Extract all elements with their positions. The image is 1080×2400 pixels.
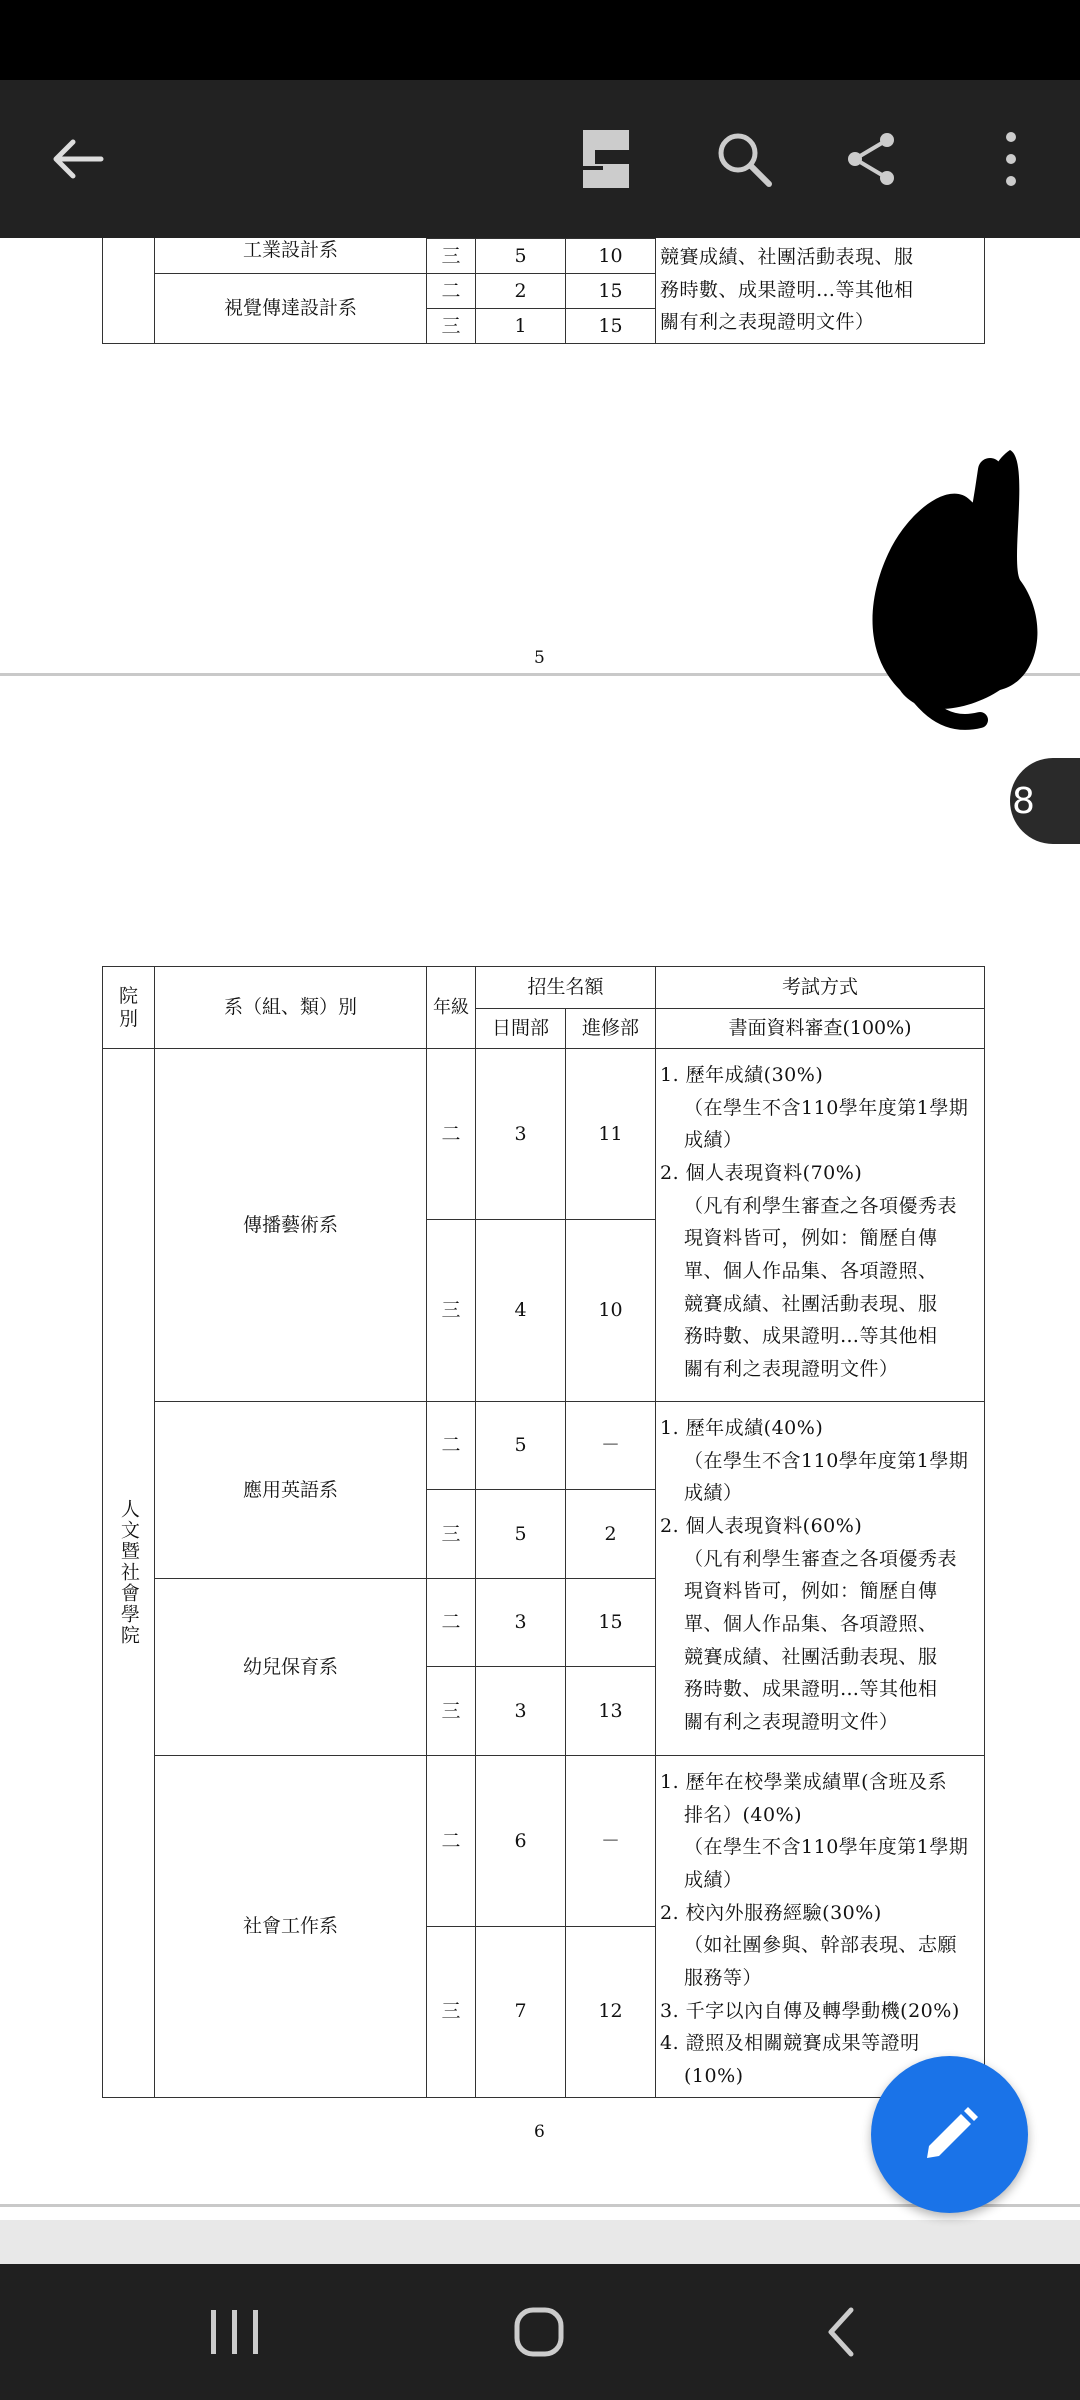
dept-cell: 工業設計系 <box>155 238 427 274</box>
header-night: 進修部 <box>566 1009 656 1049</box>
college-cell <box>103 238 155 344</box>
dept-cell: 社會工作系 <box>155 1756 427 2098</box>
college-cell: 人文暨社會學院 <box>103 1049 155 2098</box>
page-6 <box>0 676 1080 2176</box>
redaction-scribble <box>860 440 1060 740</box>
page5-table: 工業設計系 競賽成績、社團活動表現、服 務時數、成果證明…等其他相 關有利之表現證明文件） 三 5 10 視覺傳達設計系 二 2 15 三 1 15 <box>102 238 985 344</box>
search-icon[interactable] <box>705 120 783 198</box>
share-icon[interactable] <box>833 120 911 198</box>
status-bar <box>0 0 1080 80</box>
exam-criteria-cell: 競賽成績、社團活動表現、服 務時數、成果證明…等其他相 關有利之表現證明文件） <box>656 238 985 344</box>
nav-back-icon[interactable] <box>796 2292 886 2372</box>
edit-pencil-icon <box>917 2102 983 2168</box>
more-vert-icon[interactable] <box>972 120 1050 198</box>
system-navbar <box>0 2264 1080 2400</box>
header-dept: 系（組、類）別 <box>155 967 427 1049</box>
page-number: 5 <box>534 648 545 668</box>
dept-cell: 傳播藝術系 <box>155 1049 427 1402</box>
exam-criteria-cell: 1. 歷年成績(30%) （在學生不含110學年度第1學期 成績） 2. 個人表現資料(70%) （凡有利學生審查之各項優秀表 現資料皆可，例如：簡歷自傳 單、個人作品集、各項證照、 競賽成績、社團活動表現、服 務時數、成果證明…等其他相 關有利之表現證明文件） <box>656 1049 985 1402</box>
recents-icon[interactable] <box>190 2292 280 2372</box>
top-toolbar <box>0 80 1080 238</box>
page-number: 6 <box>534 2122 545 2142</box>
page-view-icon[interactable] <box>567 120 645 198</box>
header-quota: 招生名額 <box>476 967 656 1009</box>
exam-criteria-cell: 1. 歷年成績(40%) （在學生不含110學年度第1學期 成績） 2. 個人表現資料(60%) （凡有利學生審查之各項優秀表 現資料皆可，例如：簡歷自傳 單、個人作品集、各項證照、 競賽成績、社團活動表現、服 務時數、成果證明…等其他相 關有利之表現證明文件） <box>656 1402 985 1756</box>
dept-cell: 幼兒保育系 <box>155 1579 427 1756</box>
header-exam: 考試方式 <box>656 967 985 1009</box>
header-grade: 年級 <box>427 967 476 1049</box>
exam-criteria-cell: 1. 歷年在校學業成績單(含班及系 排名）(40%) （在學生不含110學年度第1學期 成績） 2. 校內外服務經驗(30%) （如社團參與、幹部表現、志願 服務等） 3. 千字以內自傳及轉學動機(20%) 4. 證照及相關競賽成果等證明 (10%) <box>656 1756 985 2098</box>
dept-cell: 應用英語系 <box>155 1402 427 1579</box>
header-review: 書面資料審查(100%) <box>656 1009 985 1049</box>
viewer-bottom-margin <box>0 2220 1080 2264</box>
dept-cell: 視覺傳達設計系 <box>155 274 427 344</box>
admissions-table: 院別 系（組、類）別 年級 招生名額 考試方式 日間部 進修部 書面資料審查(100%) 人文暨社會學院 傳播藝術系 二 3 11 1. 歷年成績(30%) （在學生不含110學年度第1學期 成績） 2. 個人表現資料(70%) （凡有利學生審查之各項優秀表 現資料皆可，例如：簡歷自傳 單、個人作品集、各項證照、 競賽成績、社團活動表現、服 務時數、成果證明…等其他相 關有利之表現證明文件） 三 4 10 應用英語系 二 5 － 1. 歷年成績(40%) （在學生不含110學年度第1學期 成績） 2. 個人表現資料(60%) （凡有利學生審查之各項優秀表 現資料皆可，例如：簡歷自傳 單、個人作品集、各項證照、 競賽成績、社團活動表現、服 務時數、成果證明…等其他相 關有利之表現證明文件） 三 5 2 幼兒保育系 二 3 15 三 3 13 社會工作系 二 6 － 1. 歷年在校學業成績單(含班及系 排名）(40%) （在學生不含110學年度第1學期 成績） 2. 校內外服務經驗(30%) （如社團參與、幹部表現、志願 服務等） 3. 千字以內自傳及轉學動機(20%) 4. 證照及相關競賽成果等證明 (10%) 三 7 12 <box>102 966 985 2098</box>
page-indicator: 8 <box>1010 758 1080 844</box>
home-icon[interactable] <box>494 2292 584 2372</box>
header-college: 院別 <box>103 967 155 1049</box>
edit-button[interactable] <box>871 2056 1028 2213</box>
arrow-left-icon[interactable] <box>38 120 116 198</box>
header-day: 日間部 <box>476 1009 566 1049</box>
